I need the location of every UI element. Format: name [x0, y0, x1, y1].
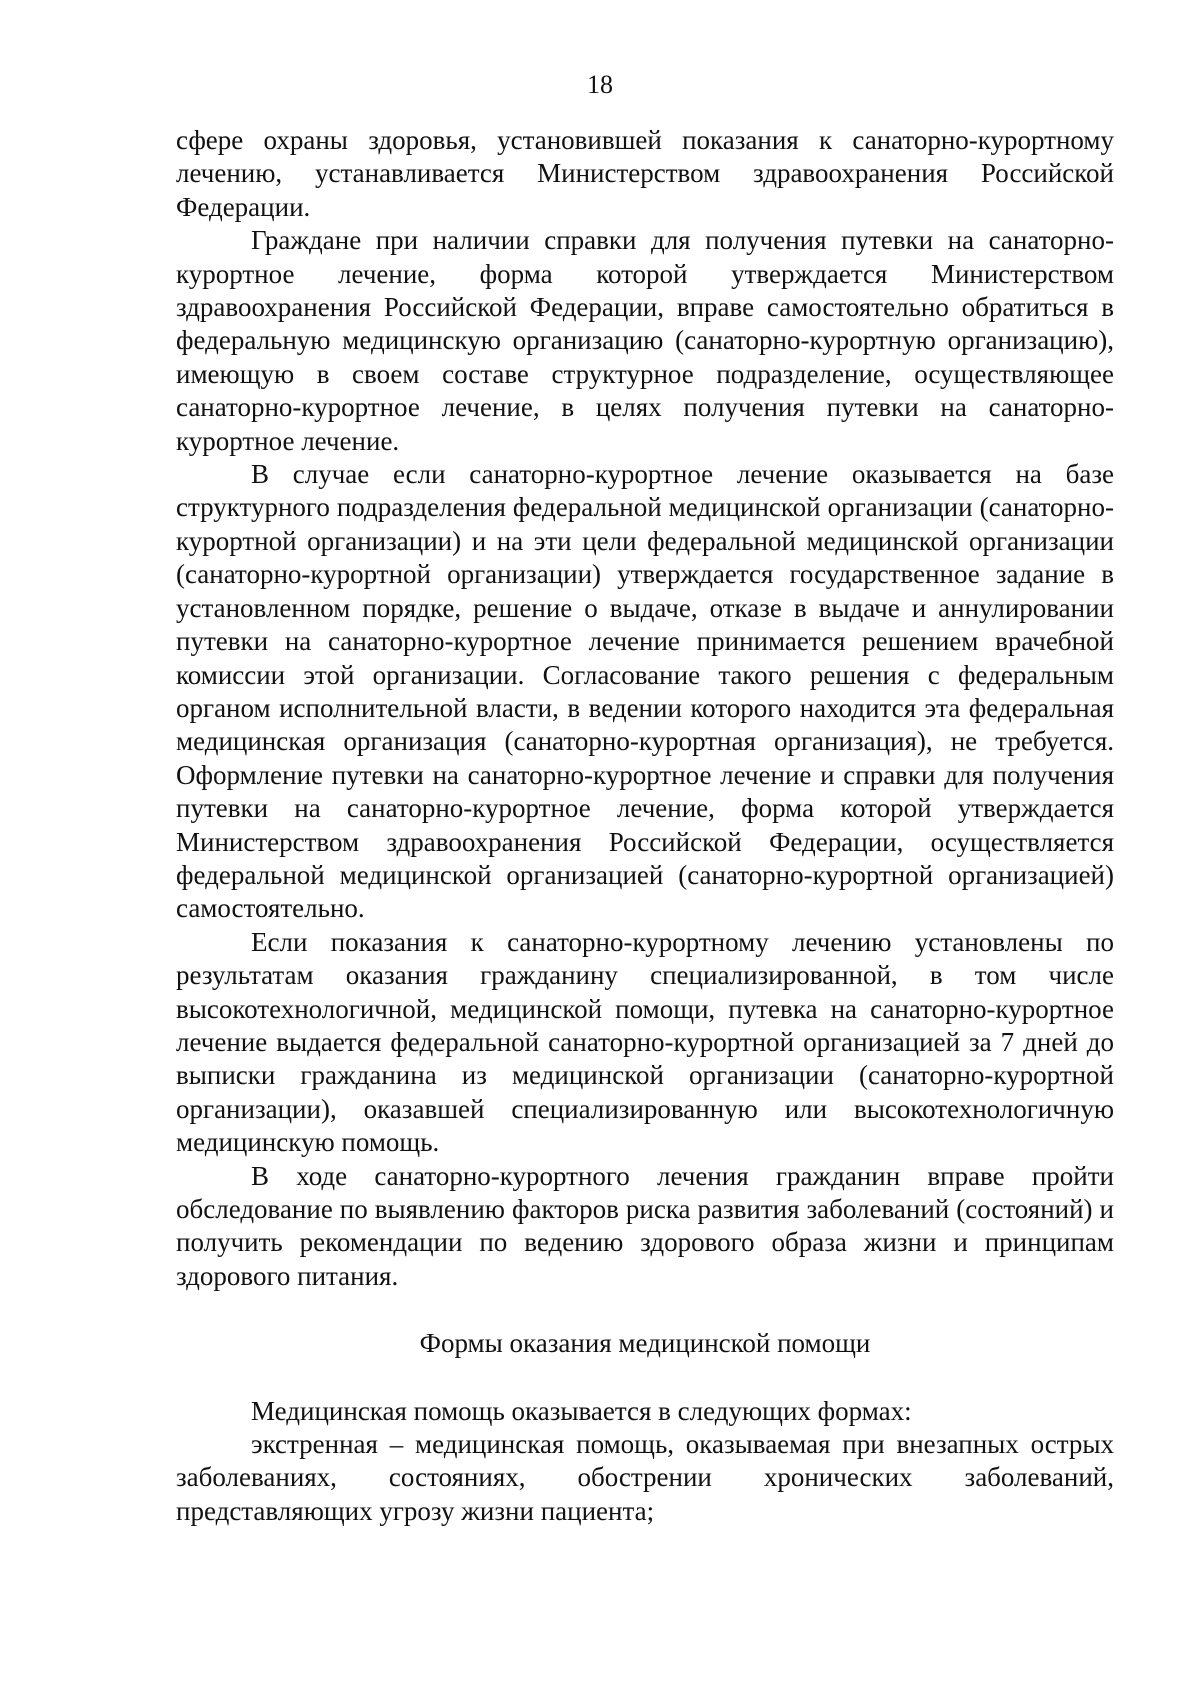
spacer	[176, 1293, 1114, 1327]
paragraph-voucher-certificate: Граждане при наличии справки для получения путевки на санаторно-курортное лечение, форма которой утверждается Министерством здравоохранения Российской Федерации, вправе самостоятельно обратиться в федеральную медицинскую организацию (санаторно-курортную организацию), имеющую в своем составе структурное подразделение, осуществляющее санаторно-курортное лечение, в целях получения путевки на санаторно-курортное лечение.	[176, 225, 1114, 456]
paragraph-structural-unit: В случае если санаторно-курортное лечение оказывается на базе структурного подразделения федеральной медицинской организации (санаторно-курортной организации) и на эти цели федеральной медицинской организации (санаторно-курортной организации) утверждается государственное задание в установленном порядке, решение о выдаче, отказе в выдаче и аннулировании путевки на санаторно-курортное лечение принимается решением врачебной комиссии этой организации. Согласование такого решения с федеральным органом исполнительной власти, в ведении которого находится эта федеральная медицинская организация (санаторно-курортная организация), не требуется. Оформление путевки на санаторно-курортное лечение и справки для получения путевки на санаторно-курортное лечение, форма которой утверждается Министерством здравоохранения Российской Федерации, осуществляется федеральной медицинской организацией (санаторно-курортной организацией) самостоятельно.	[176, 459, 1114, 924]
paragraph-emergency-form: экстренная – медицинская помощь, оказываемая при внезапных острых заболеваниях, состояниях, обострении хронических заболеваний, представляющих угрозу жизни пациента;	[176, 1429, 1114, 1526]
spacer	[176, 1361, 1114, 1395]
paragraph-specialized-care: Если показания к санаторно-курортному лечению установлены по результатам оказания гражданину специализированной, в том числе высокотехнологичной, медицинской помощи, путевка на санаторно-курортное лечение выдается федеральной санаторно-курортной организацией за 7 дней до выписки гражданина из медицинской организации (санаторно-курортной организации), оказавшей специализированную или высокотехнологичную медицинскую помощь.	[176, 926, 1114, 1158]
paragraph-continuation: сфере охраны здоровья, установившей показания к санаторно-курортному лечению, устанавливается Министерством здравоохранения Российской Федерации.	[176, 125, 1114, 222]
document-body	[176, 124, 1114, 1528]
paragraph-risk-factors: В ходе санаторно-курортного лечения гражданин вправе пройти обследование по выявлению факторов риска развития заболеваний (состояний) и получить рекомендации по ведению здорового образа жизни и принципам здорового питания.	[176, 1160, 1114, 1291]
page-number: 18	[587, 70, 613, 99]
paragraph-forms-intro: Медицинская помощь оказывается в следующих формах:	[251, 1395, 912, 1426]
section-heading: Формы оказания медицинской помощи	[419, 1328, 871, 1359]
